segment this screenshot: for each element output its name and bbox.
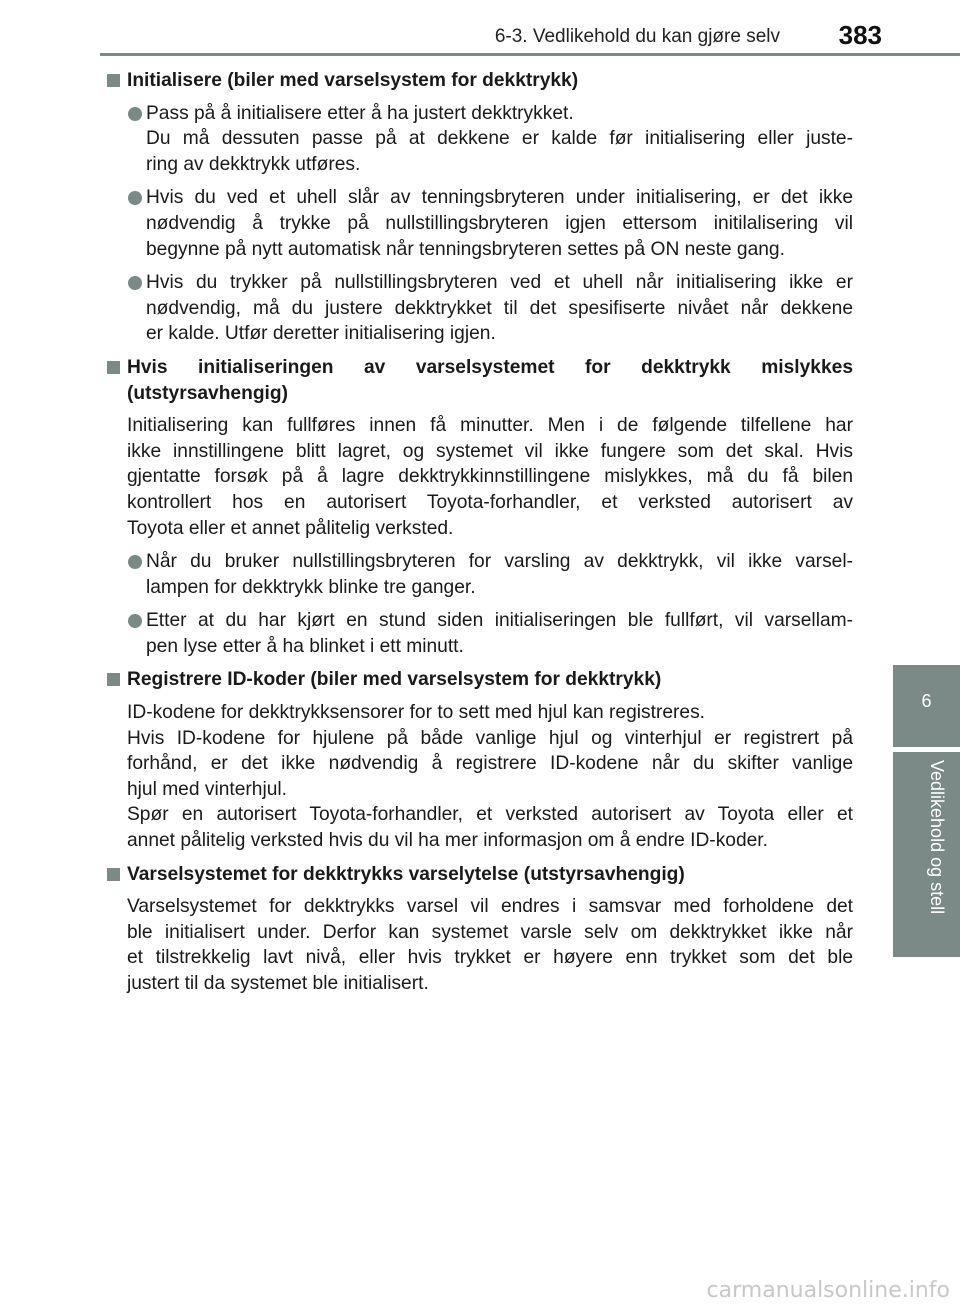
section-heading	[105, 355, 853, 406]
section-heading	[105, 862, 853, 888]
text-line: hjul med vinterhjul.	[127, 778, 287, 800]
section-title: 6-3. Vedlikehold du kan gjøre selv	[494, 26, 780, 47]
chapter-tab-number	[893, 665, 960, 747]
text-line: Pass på å initialisere etter å ha justert dekktrykket.	[146, 102, 574, 124]
text-line: Etter at du har kjørt en stund siden initialiseringen ble fullført, vil varsellam-	[146, 610, 853, 632]
bullet-item	[105, 101, 853, 178]
text-line: nødvendig, må du justere dekktrykket til det spesifiserte nivået når dekkene	[146, 297, 853, 319]
text-line: begynne på nytt automatisk når tenningsbryteren settes på ON neste gang.	[146, 238, 785, 260]
text-line: kontrollert hos en autorisert Toyota-forhandler, et verksted autorisert av	[127, 491, 853, 513]
section-heading	[105, 667, 853, 693]
text-line: justert til da systemet ble initialisert.	[127, 973, 429, 994]
text-line: Spør en autorisert Toyota-forhandler, et verksted autorisert av Toyota eller et	[127, 804, 853, 826]
text-line: gjentatte forsøk på å lagre dekktrykkinnstillingene mislykkes, må du få bilen	[127, 466, 853, 488]
circle-bullet-icon	[128, 555, 142, 569]
text-line: ring av dekktrykk utføres.	[146, 153, 361, 175]
bullet-item	[105, 608, 853, 659]
bullet-item	[105, 185, 853, 262]
section-heading	[105, 68, 853, 94]
section-heading-text: Initialisere (biler med varselsystem for dekktrykk)	[127, 70, 579, 91]
text-line: ble initialisert under. Derfor kan systemet varsle selv om dekktrykket ikke når	[127, 921, 853, 943]
section-heading-text: (utstyrsavhengig)	[127, 382, 288, 404]
square-bullet-icon	[107, 673, 120, 686]
watermark: carmanualsonline.info	[706, 1278, 950, 1303]
text-line: Hvis du ved et uhell slår av tenningsbryteren under initialisering, er det ikke	[146, 187, 853, 209]
circle-bullet-icon	[128, 276, 142, 290]
chapter-number: 6	[921, 691, 932, 711]
text-line: Toyota eller et annet pålitelig verksted.	[127, 517, 454, 539]
header-rule	[100, 53, 960, 56]
paragraph	[105, 413, 853, 541]
text-line: Initialisering kan fullføres innen få minutter. Men i de følgende tilfellene har	[127, 415, 853, 437]
text-line: Hvis du trykker på nullstillingsbryteren ved et uhell når initialisering ikke er	[146, 272, 853, 294]
circle-bullet-icon	[128, 107, 142, 121]
text-line: er kalde. Utfør deretter initialisering igjen.	[146, 323, 496, 345]
section-heading-text: Hvis initialiseringen av varselsystemet for dekktrykk mislykkes	[127, 356, 853, 378]
bullet-item	[105, 549, 853, 600]
page-header	[0, 0, 960, 52]
paragraph	[105, 700, 853, 854]
page-number: 383	[838, 20, 882, 50]
text-line: Når du bruker nullstillingsbryteren for varsling av dekktrykk, vil ikke varsel-	[146, 551, 853, 573]
section-heading-text: Varselsystemet for dekktrykks varselytelse (utstyrsavhengig)	[127, 863, 685, 885]
square-bullet-icon	[107, 868, 120, 881]
section-heading-text: Registrere ID-koder (biler med varselsystem for dekktrykk)	[127, 669, 662, 691]
text-line: Varselsystemet for dekktrykks varsel vil endres i samsvar med forholdene det	[127, 896, 853, 918]
square-bullet-icon	[107, 361, 120, 374]
chapter-label: Vedlikehold og stell	[927, 760, 947, 915]
circle-bullet-icon	[128, 614, 142, 628]
text-line: et tilstrekkelig lavt nivå, eller hvis trykket er høyere enn trykket som det ble	[127, 947, 853, 969]
text-line: ID-kodene for dekktrykksensorer for to sett med hjul kan registreres.	[127, 702, 705, 724]
paragraph	[105, 894, 853, 996]
square-bullet-icon	[107, 74, 120, 87]
text-line: annet pålitelig verksted hvis du vil ha mer informasjon om å endre ID-koder.	[127, 830, 768, 852]
text-line: ikke innstillingene blitt lagret, og systemet vil ikke fungere som det skal. Hvis	[127, 440, 853, 462]
page-content	[105, 68, 853, 1005]
text-line: Du må dessuten passe på at dekkene er kalde før initialisering eller juste-	[146, 128, 853, 150]
text-line: pen lyse etter å ha blinket i ett minutt.	[146, 635, 464, 657]
text-line: forhånd, er det ikke nødvendig å registrere ID-kodene når du skifter vanlige	[127, 753, 853, 775]
text-line: lampen for dekktrykk blinke tre ganger.	[146, 576, 476, 598]
circle-bullet-icon	[128, 191, 142, 205]
text-line: nødvendig å trykke på nullstillingsbryteren igjen ettersom initilalisering vil	[146, 212, 853, 234]
bullet-item	[105, 270, 853, 347]
chapter-tab-label	[893, 752, 960, 957]
text-line: Hvis ID-kodene for hjulene på både vanlige hjul og vinterhjul er registrert på	[127, 727, 853, 749]
